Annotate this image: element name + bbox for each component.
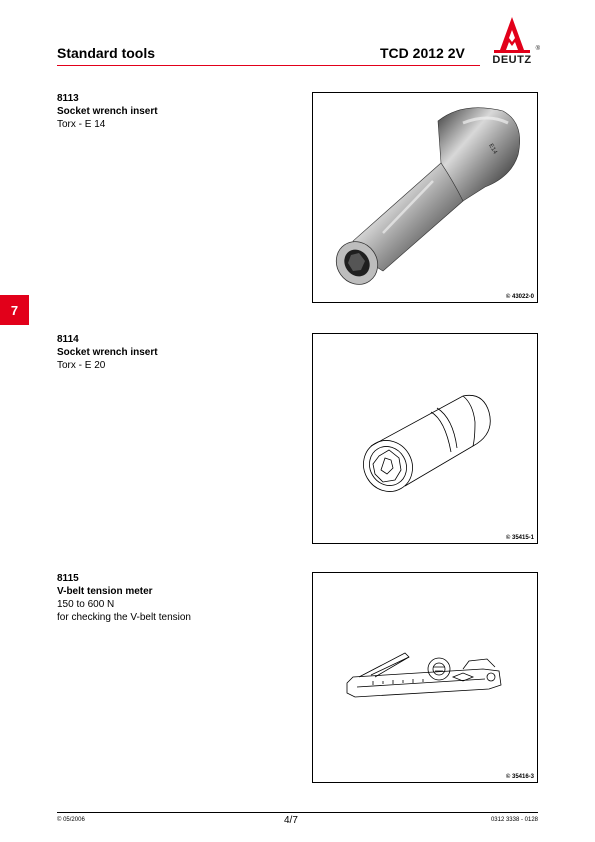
short-socket-drawing-icon bbox=[313, 334, 539, 545]
logo-wordmark: DEUTZ bbox=[492, 54, 532, 66]
tool-figure-8113 bbox=[312, 92, 538, 303]
deutz-logo bbox=[484, 16, 540, 66]
footer-date: © 05/2006 bbox=[57, 817, 85, 823]
long-socket-photo-icon bbox=[313, 93, 539, 304]
page-number: 4/7 bbox=[284, 815, 298, 826]
tool-item-8115 bbox=[57, 572, 191, 624]
tool-number: 8113 bbox=[57, 93, 79, 104]
tool-description: 150 to 600 N bbox=[57, 599, 115, 610]
engine-model: TCD 2012 2V bbox=[380, 45, 465, 61]
tool-name: Socket wrench insert bbox=[57, 106, 158, 117]
tool-description: Torx - E 14 bbox=[57, 119, 106, 130]
tool-name: V-belt tension meter bbox=[57, 586, 153, 597]
figure-code: © 35415-1 bbox=[505, 535, 534, 541]
figure-code: © 35416-3 bbox=[505, 774, 534, 780]
tension-meter-drawing-icon bbox=[313, 573, 539, 784]
header-rule bbox=[57, 65, 480, 66]
tool-number: 8115 bbox=[57, 573, 79, 584]
tool-description: Torx - E 20 bbox=[57, 360, 106, 371]
tool-figure-8114 bbox=[312, 333, 538, 544]
tool-figure-8115 bbox=[312, 572, 538, 783]
chapter-tab: 7 bbox=[0, 295, 29, 325]
tool-item-8114 bbox=[57, 333, 158, 372]
svg-text:E14: E14 bbox=[487, 143, 498, 156]
tool-number: 8114 bbox=[57, 334, 79, 345]
tool-description-2: for checking the V-belt tension bbox=[57, 612, 191, 623]
figure-code: © 43022-0 bbox=[505, 294, 534, 300]
tool-item-8113 bbox=[57, 92, 158, 131]
page-title: Standard tools bbox=[57, 45, 156, 61]
tool-name: Socket wrench insert bbox=[57, 347, 158, 358]
footer-rule bbox=[57, 812, 538, 813]
registered-mark-icon: ® bbox=[535, 46, 540, 52]
document-number: 0312 3338 - 0128 bbox=[490, 817, 538, 823]
